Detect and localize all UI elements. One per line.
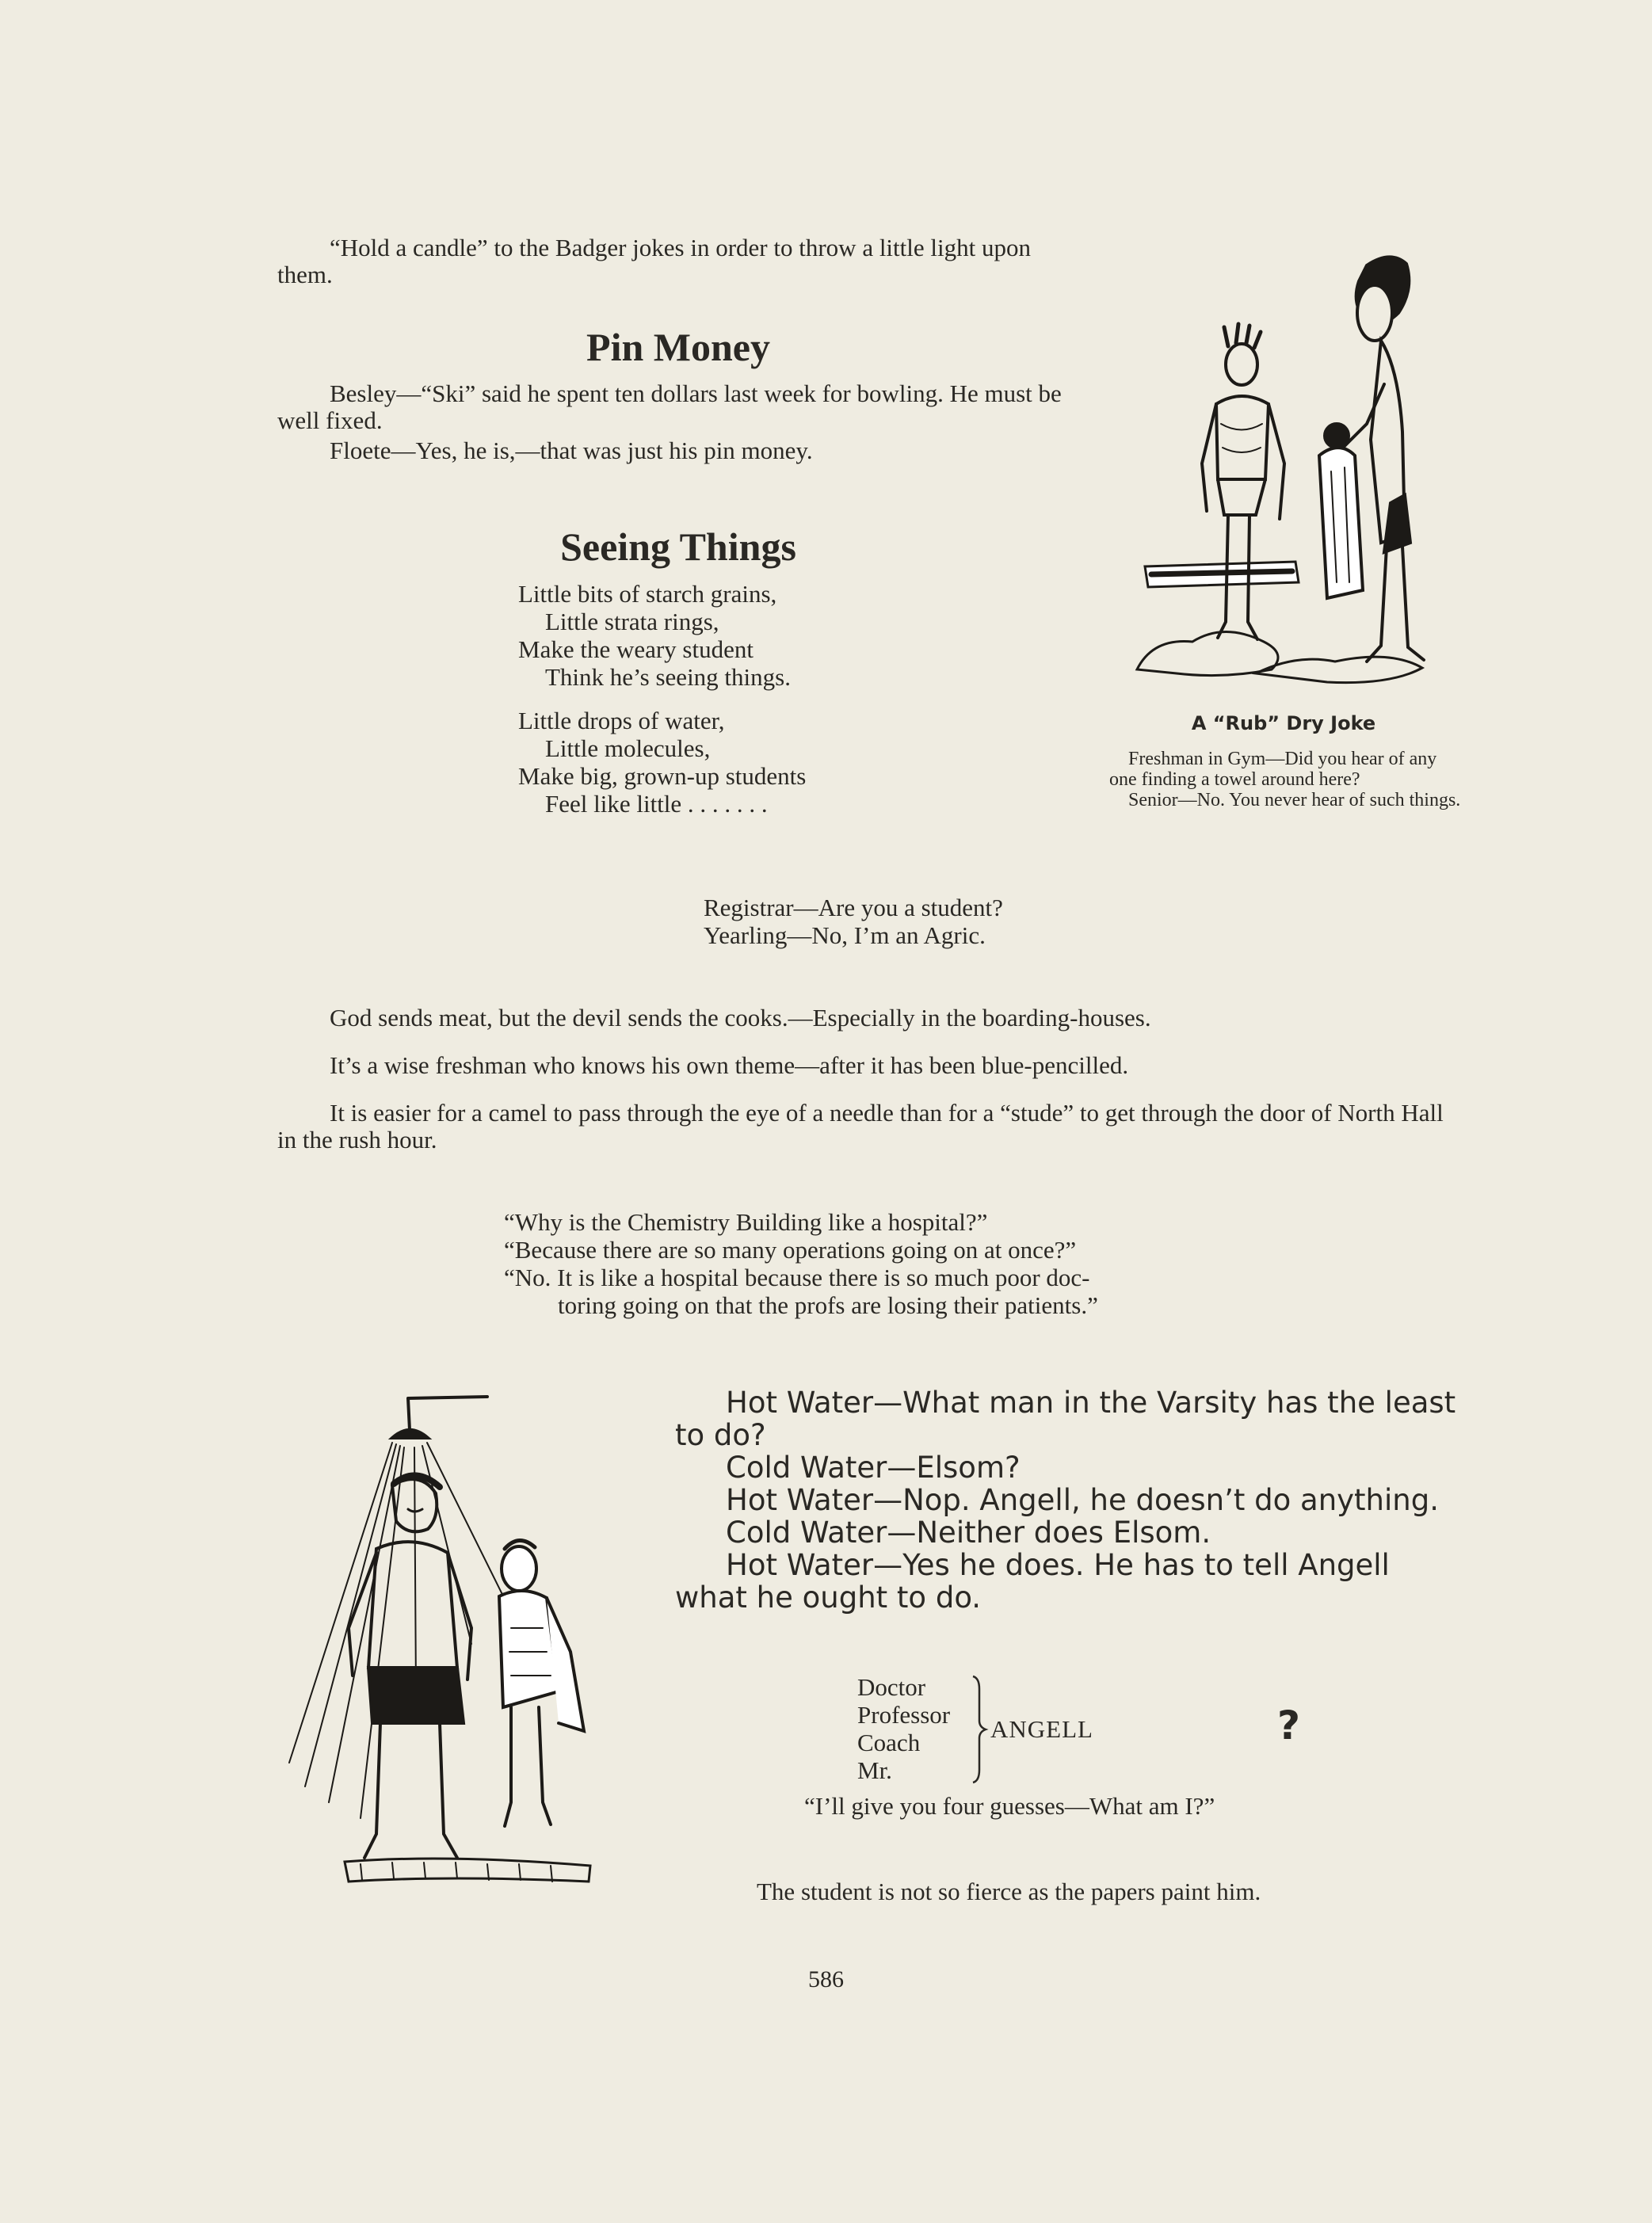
chemistry-line: toring going on that the profs are losing their patients.” [558, 1291, 1098, 1319]
sayings [277, 1005, 1467, 1153]
towel-cartoon-illustration [1129, 242, 1438, 685]
poem-line: Little strata rings, [545, 608, 719, 635]
pin-money-line: Besley—“Ski” said he spent ten dollars last week for bowling. He must be well fixed. [277, 379, 1062, 434]
registrar-joke [704, 894, 1003, 949]
angell-titles [857, 1673, 950, 1784]
title-doctor: Doctor [857, 1673, 926, 1701]
dialog-line: Hot Water—Yes he does. He has to tell Angell what he ought to do. [675, 1548, 1390, 1615]
chemistry-line: “No. It is like a hospital because there is so much poor doc- [504, 1264, 1090, 1291]
closing-text: The student is not so fierce as the papers paint him. [757, 1878, 1261, 1905]
intro-text: “Hold a candle” to the Badger jokes in order to throw a little light upon them. [277, 234, 1031, 288]
rub-joke-line: Freshman in Gym—Did you hear of any one finding a towel around here? [1109, 749, 1437, 790]
rub-joke-caption [1109, 749, 1466, 810]
title-coach: Coach [857, 1729, 921, 1756]
poem-line: Little molecules, [545, 734, 711, 762]
pin-money-body [277, 380, 1079, 464]
poem-stanza-1 [518, 580, 791, 691]
water-dialog [675, 1386, 1469, 1614]
angell-guess-line: “I’ll give you four guesses—What am I?” [804, 1792, 1215, 1820]
page-number: 586 [808, 1966, 844, 1992]
pin-money-line: Floete—Yes, he is,—that was just his pin money. [330, 437, 813, 464]
question-mark: ? [1277, 1703, 1301, 1748]
saying: It’s a wise freshman who knows his own theme—after it has been blue-pencilled. [330, 1051, 1129, 1079]
angell-name: ANGELL [990, 1715, 1093, 1743]
chemistry-joke [504, 1208, 1098, 1319]
pin-money-title: Pin Money [586, 325, 770, 369]
shower-cartoon-illustration [273, 1390, 614, 1897]
saying: God sends meat, but the devil sends the cooks.—Especially in the boarding-houses. [330, 1004, 1151, 1031]
poem-line: Think he’s seeing things. [545, 663, 791, 691]
poem-line: Make big, grown-up students [518, 762, 807, 790]
poem-stanza-2 [518, 707, 806, 818]
poem-line: Make the weary student [518, 635, 754, 663]
poem-line: Little bits of starch grains, [518, 580, 777, 608]
seeing-things-title: Seeing Things [560, 524, 796, 569]
poem-line: Feel like little . . . . . . . [545, 790, 768, 818]
saying: It is easier for a camel to pass through the eye of a needle than for a “stude” to get through the door of North Hall in the rush hour. [277, 1099, 1444, 1153]
brace-icon [968, 1673, 992, 1786]
rub-joke-title: A “Rub” Dry Joke [1191, 712, 1376, 734]
dialog-line: Cold Water—Elsom? [726, 1451, 1021, 1485]
title-professor: Professor [857, 1701, 951, 1729]
chemistry-line: “Why is the Chemistry Building like a hospital?” [504, 1208, 988, 1236]
dialog-line: Cold Water—Neither does Elsom. [726, 1516, 1211, 1550]
rub-joke-line: Senior—No. You never hear of such things. [1128, 790, 1461, 810]
chemistry-line: “Because there are so many operations going on at once?” [504, 1236, 1077, 1264]
title-mr: Mr. [857, 1756, 892, 1784]
registrar-line: Registrar—Are you a student? [704, 894, 1003, 921]
dialog-line: Hot Water—What man in the Varsity has the least to do? [675, 1386, 1456, 1452]
poem-line: Little drops of water, [518, 707, 725, 734]
registrar-line: Yearling—No, I’m an Agric. [704, 921, 986, 949]
dialog-line: Hot Water—Nop. Angell, he doesn’t do anything. [726, 1483, 1439, 1517]
